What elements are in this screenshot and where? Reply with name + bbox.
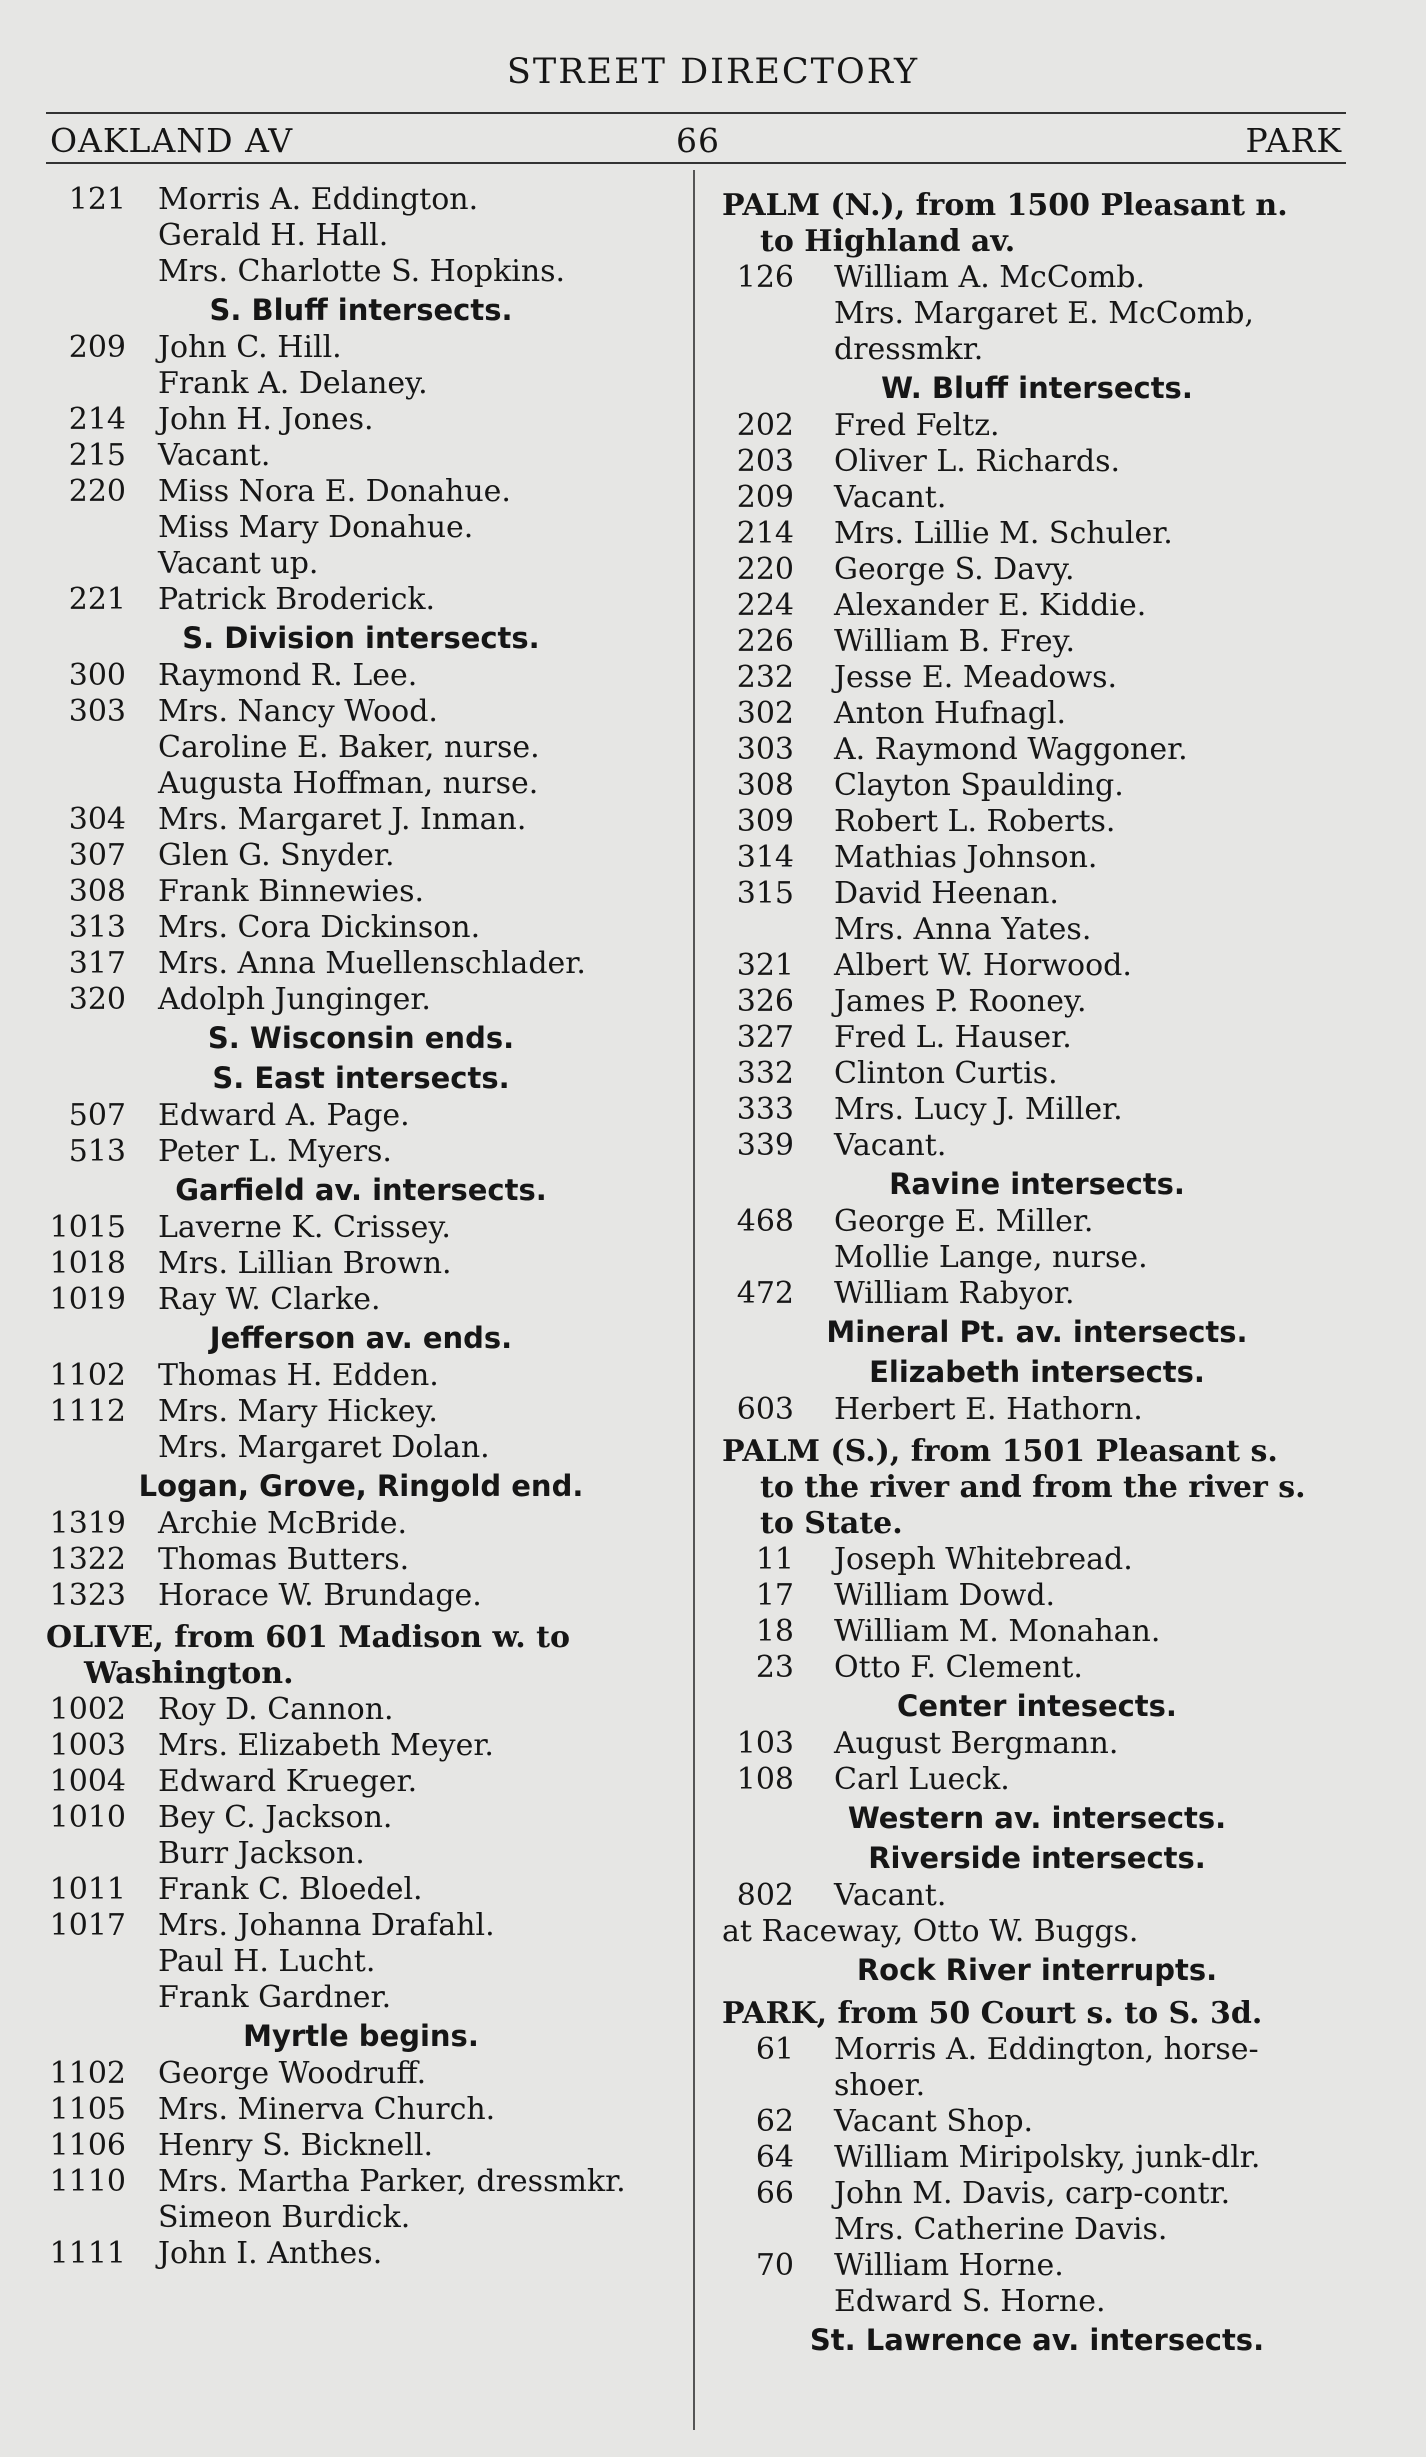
directory-entry [46,2236,676,2272]
directory-entry [46,946,676,982]
street-intersection-note: W. Bluff intersects. [881,371,1193,405]
street-intersection-note: Myrtle begins. [243,2019,479,2053]
directory-entry [46,802,676,838]
house-number: 226 [736,624,794,659]
house-number: 203 [736,444,794,479]
house-number: 121 [68,182,126,217]
resident-name: Edward Krueger. [158,1764,418,1799]
column-divider [693,170,695,2430]
directory-entry [46,838,676,874]
directory-entry [722,332,1352,368]
resident-name: Mrs. Elizabeth Meyer. [158,1728,494,1763]
house-number: 1017 [49,1908,126,1943]
directory-entry [46,546,676,582]
house-number: 313 [68,910,126,945]
house-number: 1015 [49,1210,126,1245]
house-number: 603 [736,1392,794,1427]
resident-name: Mrs. Lucy J. Miller. [834,1092,1123,1127]
resident-name: Mollie Lange, nurse. [834,1240,1148,1275]
house-number: 1110 [49,2164,126,2199]
house-number: 126 [736,260,794,295]
directory-entry [722,1650,1352,1686]
street-heading-line: PALM (S.), from 1501 Pleasant s. [722,1434,1278,1469]
directory-entry [722,876,1352,912]
directory-entry [46,1246,676,1282]
resident-name: Caroline E. Baker, nurse. [158,730,540,765]
directory-entry [722,2068,1352,2104]
house-number: 1003 [49,1728,126,1763]
street-heading [722,1996,1352,2032]
house-number: 333 [736,1092,794,1127]
house-number: 1019 [49,1282,126,1317]
house-number: 209 [68,330,126,365]
house-number: 321 [736,948,794,983]
resident-name: Thomas Butters. [158,1542,410,1577]
directory-entry [46,366,676,402]
directory-entry [722,804,1352,840]
house-number: 18 [755,1614,794,1649]
directory-entry [722,408,1352,444]
street-heading [46,1620,676,1692]
house-number: 108 [736,1762,794,1797]
directory-entry [722,696,1352,732]
resident-name: Raymond R. Lee. [158,658,418,693]
directory-entry [46,1692,676,1728]
directory-entry [722,2212,1352,2248]
resident-name: Bey C. Jackson. [158,1800,393,1835]
house-number: 11 [755,1542,794,1577]
resident-name: Clayton Spaulding. [834,768,1124,803]
street-intersection-note: Ravine intersects. [889,1167,1185,1201]
resident-name: Mrs. Mary Hickey. [158,1394,438,1429]
directory-entry [722,516,1352,552]
directory-entry [722,1542,1352,1578]
house-number: 220 [736,552,794,587]
house-number: 1011 [49,1872,126,1907]
street-intersection-note: Rock River interrupts. [856,1953,1218,1987]
resident-name: Mrs. Lillie M. Schuler. [834,516,1173,551]
street-heading-line: PALM (N.), from 1500 Pleasant n. [722,188,1288,223]
resident-name: Fred L. Hauser. [834,1020,1072,1055]
resident-name: Clinton Curtis. [834,1056,1058,1091]
resident-name: Joseph Whitebread. [834,1542,1133,1577]
resident-name: Herbert E. Hathorn. [834,1392,1143,1427]
street-intersection-note: Mineral Pt. av. intersects. [826,1315,1248,1349]
resident-name: William B. Frey. [834,624,1076,659]
resident-name: William M. Monahan. [834,1614,1161,1649]
resident-name: Peter L. Myers. [158,1134,392,1169]
house-number: 332 [736,1056,794,1091]
resident-name: Mrs. Catherine Davis. [834,2212,1168,2247]
directory-entry [46,730,676,766]
resident-name: Mrs. Margaret Dolan. [158,1430,490,1465]
resident-name: Edward S. Horne. [834,2284,1106,2319]
directory-entry [46,1980,676,2016]
house-number: 1004 [49,1764,126,1799]
house-number: 17 [755,1578,794,1613]
directory-entry [46,1394,676,1430]
directory-entry [46,218,676,254]
directory-entry [46,1430,676,1466]
directory-entry [46,1764,676,1800]
directory-entry [46,182,676,218]
header-left-street: OAKLAND AV [50,121,294,160]
house-number: 513 [68,1134,126,1169]
resident-name: Vacant up. [158,546,319,581]
house-number: 326 [736,984,794,1019]
resident-name: William Rabyor. [834,1276,1075,1311]
directory-entry [46,1728,676,1764]
resident-name: Roy D. Cannon. [158,1692,394,1727]
house-number: 66 [755,2176,794,2211]
directory-entry [46,1542,676,1578]
directory-entry [722,1020,1352,1056]
directory-entry [46,658,676,694]
street-heading-line: PARK, from 50 Court s. to S. 3d. [722,1996,1263,2031]
directory-entry [46,2164,676,2200]
resident-name: George S. Davy. [834,552,1075,587]
street-intersection-note: Center intesects. [897,1689,1177,1723]
house-number: 507 [68,1098,126,1133]
directory-entry [722,552,1352,588]
house-number: 1105 [49,2092,126,2127]
resident-name: Horace W. Brundage. [158,1578,482,1613]
resident-name: Vacant. [158,438,271,473]
street-intersection-note: Riverside intersects. [868,1841,1206,1875]
directory-entry [722,260,1352,296]
resident-name: Simeon Burdick. [158,2200,411,2235]
directory-entry [722,1614,1352,1650]
directory-entry [46,402,676,438]
resident-name: Mrs. Anna Yates. [834,912,1092,947]
directory-entry [722,2140,1352,2176]
page-number: 66 [676,121,720,160]
resident-name: Vacant Shop. [834,2104,1034,2139]
directory-entry [46,694,676,730]
house-number: 214 [68,402,126,437]
street-intersection-note: Western av. intersects. [847,1801,1227,1835]
resident-name: Augusta Hoffman, nurse. [158,766,539,801]
directory-entry [46,1908,676,1944]
house-number: 215 [68,438,126,473]
house-number: 472 [736,1276,794,1311]
resident-name: Paul H. Lucht. [158,1944,376,1979]
house-number: 320 [68,982,126,1017]
directory-entry [722,1578,1352,1614]
house-number: 23 [755,1650,794,1685]
resident-name: George E. Miller. [834,1204,1094,1239]
directory-entry [46,438,676,474]
resident-name: Morris A. Eddington, horse- [834,2032,1259,2067]
directory-entry [46,766,676,802]
resident-name: Frank Binnewies. [158,874,425,909]
resident-name: Vacant. [834,1128,947,1163]
house-number: 300 [68,658,126,693]
resident-name: William Horne. [834,2248,1064,2283]
street-heading-line: Washington. [84,1656,294,1691]
directory-entry [46,2200,676,2236]
house-number: 339 [736,1128,794,1163]
house-number: 468 [736,1204,794,1239]
resident-name: Patrick Broderick. [158,582,436,617]
street-heading-line: to the river and from the river s. [760,1470,1306,1505]
directory-entry [46,582,676,618]
house-number: 61 [755,2032,794,2067]
directory-entry [722,2176,1352,2212]
house-number: 214 [736,516,794,551]
house-number: 303 [68,694,126,729]
house-number: 314 [736,840,794,875]
street-heading [722,1434,1352,1542]
directory-entry [722,2104,1352,2140]
directory-entry [46,910,676,946]
resident-name: Vacant. [834,480,947,515]
directory-entry [722,296,1352,332]
directory-entry [722,840,1352,876]
resident-name: Carl Lueck. [834,1762,1010,1797]
resident-name: Mrs. Anna Muellenschlader. [158,946,586,981]
directory-entry [722,624,1352,660]
directory-entry [46,1210,676,1246]
house-number: 308 [68,874,126,909]
house-number: 64 [755,2140,794,2175]
directory-entry [46,1282,676,1318]
directory-entry [722,1204,1352,1240]
house-number: 309 [736,804,794,839]
resident-name: Mrs. Charlotte S. Hopkins. [158,254,566,289]
house-number: 221 [68,582,126,617]
resident-name: William A. McComb. [834,260,1146,295]
house-number: 62 [755,2104,794,2139]
resident-name: John I. Anthes. [158,2236,383,2271]
resident-name: William Miripolsky, junk-dlr. [834,2140,1261,2175]
directory-entry [722,1128,1352,1164]
street-intersection-note: Elizabeth intersects. [869,1355,1205,1389]
house-number: 202 [736,408,794,443]
directory-entry [722,660,1352,696]
resident-name: Mrs. Cora Dickinson. [158,910,481,945]
resident-name: Alexander E. Kiddie. [834,588,1147,623]
header-right-street: PARK [1245,121,1342,160]
house-number: 103 [736,1726,794,1761]
resident-name: Henry S. Bicknell. [158,2128,434,2163]
resident-name: Morris A. Eddington. [158,182,479,217]
street-intersection-note: S. East intersects. [212,1061,510,1095]
resident-name: David Heenan. [834,876,1059,911]
directory-entry [46,1578,676,1614]
house-number: 70 [755,2248,794,2283]
house-number: 232 [736,660,794,695]
page-title: STREET DIRECTORY [506,52,920,92]
resident-name: Otto F. Clement. [834,1650,1083,1685]
directory-entry [722,480,1352,516]
house-number: 224 [736,588,794,623]
directory-entry [722,732,1352,768]
directory-entry [46,874,676,910]
running-header [46,112,1346,164]
directory-entry [722,1276,1352,1312]
resident-name: Jesse E. Meadows. [834,660,1118,695]
house-number: 209 [736,480,794,515]
house-number: 327 [736,1020,794,1055]
directory-entry [46,1098,676,1134]
directory-entry [46,510,676,546]
resident-name: Oliver L. Richards. [834,444,1121,479]
directory-entry [722,912,1352,948]
resident-name: Ray W. Clarke. [158,1282,381,1317]
resident-name: Frank C. Bloedel. [158,1872,423,1907]
resident-name: shoer. [834,2068,926,2103]
street-intersection-note: Logan, Grove, Ringold end. [138,1469,584,1503]
resident-name: Edward A. Page. [158,1098,410,1133]
resident-name: John H. Jones. [158,402,374,437]
resident-name: Mathias Johnson. [834,840,1098,875]
directory-entry [722,1726,1352,1762]
resident-name: Adolph Junginger. [158,982,431,1017]
street-heading-line: OLIVE, from 601 Madison w. to [46,1620,571,1655]
resident-name: Fred Feltz. [834,408,1000,443]
resident-name: Mrs. Lillian Brown. [158,1246,452,1281]
house-number: 1102 [49,2056,126,2091]
directory-entry [46,2092,676,2128]
resident-name: Robert L. Roberts. [834,804,1116,839]
directory-entry [722,948,1352,984]
street-intersection-note: S. Division intersects. [182,621,540,655]
left-column [46,182,676,2272]
directory-entry [46,2056,676,2092]
directory-entry [46,1358,676,1394]
house-number: 302 [736,696,794,731]
resident-name: A. Raymond Waggoner. [834,732,1188,767]
street-intersection-note: S. Wisconsin ends. [207,1021,515,1055]
resident-name: John M. Davis, carp-contr. [834,2176,1231,2211]
directory-entry [722,588,1352,624]
house-number: 1323 [49,1578,126,1613]
resident-name: James P. Rooney. [834,984,1087,1019]
directory-entry [46,474,676,510]
house-number: 1111 [49,2236,126,2271]
resident-name: Mrs. Martha Parker, dressmkr. [158,2164,626,2199]
resident-name: George Woodruff. [158,2056,427,2091]
house-number: 1018 [49,1246,126,1281]
resident-name: Albert W. Horwood. [834,948,1132,983]
resident-name: Burr Jackson. [158,1836,365,1871]
house-number: 1002 [49,1692,126,1727]
directory-entry [722,768,1352,804]
directory-entry [46,1134,676,1170]
directory-entry [46,1506,676,1542]
directory-entry [46,1800,676,1836]
house-number: 1322 [49,1542,126,1577]
resident-name: Mrs. Johanna Drafahl. [158,1908,495,1943]
resident-name: Frank Gardner. [158,1980,392,2015]
house-number: 1106 [49,2128,126,2163]
house-number: 220 [68,474,126,509]
directory-entry [722,1092,1352,1128]
resident-name: Mrs. Nancy Wood. [158,694,438,729]
house-number: 1102 [49,1358,126,1393]
street-intersection-note: Jefferson av. ends. [209,1321,513,1355]
resident-name: Anton Hufnagl. [834,696,1067,731]
street-heading-line: to State. [760,1506,903,1541]
resident-name: Mrs. Minerva Church. [158,2092,496,2127]
resident-name: Frank A. Delaney. [158,366,428,401]
resident-name: dressmkr. [834,332,984,367]
directory-entry [46,254,676,290]
resident-name: Mrs. Margaret E. McComb, [834,296,1254,331]
right-column [722,182,1352,2360]
resident-name: William Dowd. [834,1578,1056,1613]
directory-entry [722,2248,1352,2284]
street-intersection-note: St. Lawrence av. intersects. [809,2323,1265,2357]
resident-name: August Bergmann. [834,1726,1119,1761]
street-heading [722,188,1352,260]
directory-entry [722,1056,1352,1092]
resident-name: Thomas H. Edden. [158,1358,439,1393]
directory-entry [46,1836,676,1872]
directory-entry [722,1392,1352,1428]
resident-name: Glen G. Snyder. [158,838,395,873]
directory-entry [46,982,676,1018]
directory-entry [722,2032,1352,2068]
resident-name: Vacant. [834,1878,947,1913]
street-heading-line: to Highland av. [760,224,1016,259]
house-number: 317 [68,946,126,981]
resident-name: Miss Nora E. Donahue. [158,474,511,509]
house-number: 1010 [49,1800,126,1835]
street-intersection-note: S. Bluff intersects. [209,293,513,327]
resident-name: Mrs. Margaret J. Inman. [158,802,527,837]
directory-entry [722,1240,1352,1276]
directory-entry [722,444,1352,480]
directory-entry [46,1872,676,1908]
directory-entry [46,2128,676,2164]
house-number: 802 [736,1878,794,1913]
directory-entry [722,1878,1352,1914]
resident-name: Archie McBride. [158,1506,408,1541]
house-number: 1112 [49,1394,126,1429]
directory-entry [722,1762,1352,1798]
resident-name: Gerald H. Hall. [158,218,389,253]
street-intersection-note: Garfield av. intersects. [175,1173,547,1207]
directory-entry [722,2284,1352,2320]
house-number: 304 [68,802,126,837]
resident-name: John C. Hill. [158,330,342,365]
house-number: 315 [736,876,794,911]
house-number: 307 [68,838,126,873]
house-number: 303 [736,732,794,767]
house-number: 1319 [49,1506,126,1541]
directory-entry [46,1944,676,1980]
directory-entry [722,984,1352,1020]
directory-entry [46,330,676,366]
directory-note: at Raceway, Otto W. Buggs. [722,1914,1139,1949]
resident-name: Miss Mary Donahue. [158,510,474,545]
house-number: 308 [736,768,794,803]
resident-name: Laverne K. Crissey. [158,1210,451,1245]
